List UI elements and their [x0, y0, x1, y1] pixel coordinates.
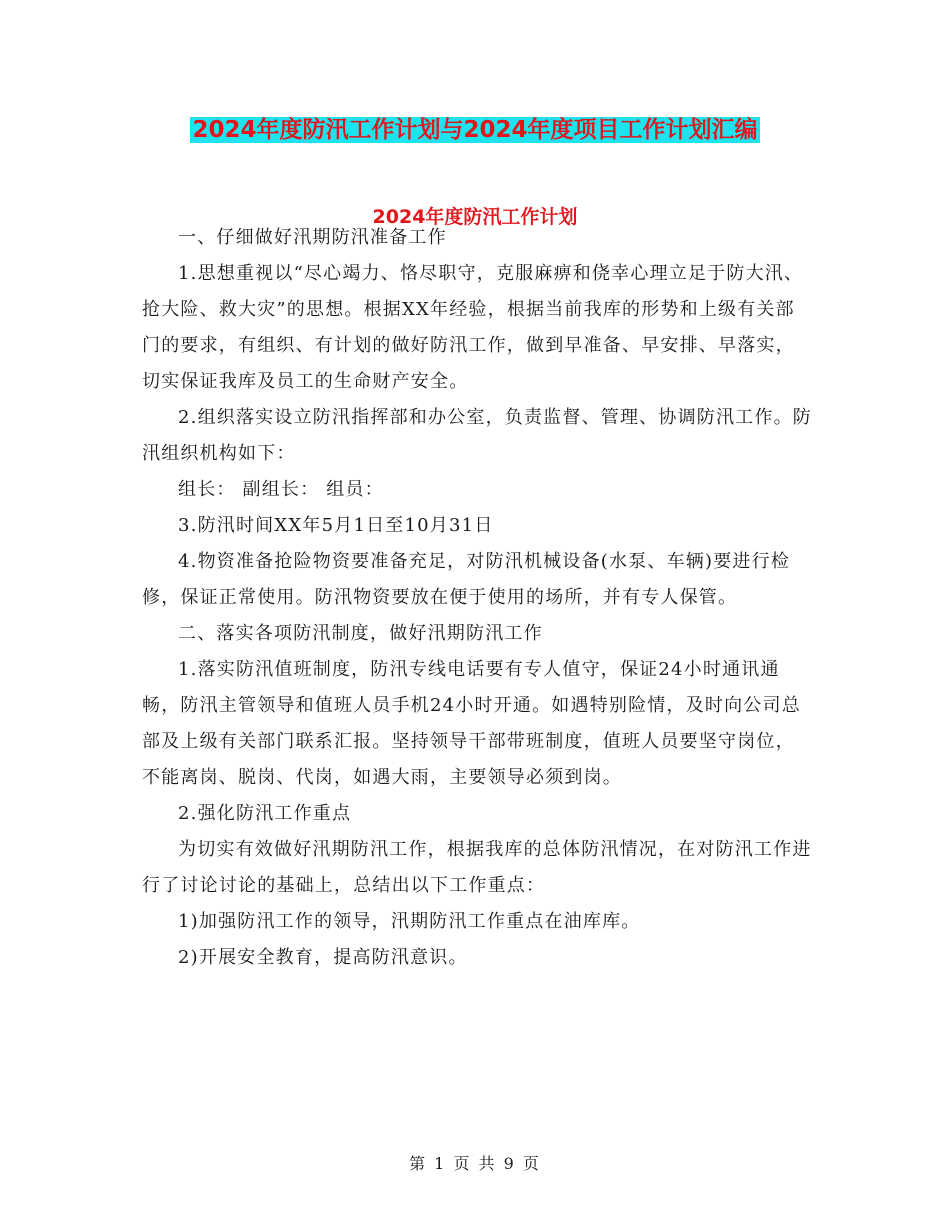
heading-section-1: 一、仔细做好汛期防汛准备工作	[178, 227, 447, 248]
paragraph-period: 3.防汛时间XX年5月1日至10月31日	[178, 515, 494, 536]
paragraph-key-points-intro: 为切实有效做好汛期防汛工作，根据我库的总体防汛情况，在对防汛工作进行了讨论讨论的基础上，总结出以下工作重点：	[142, 839, 812, 896]
paragraph-duty: 1.落实防汛值班制度，防汛专线电话要有专人值守，保证24小时通讯通畅，防汛主管领导和值班人员手机24小时开通。如遇特别险情，及时向公司总部及上级有关部门联系汇报。坚持领导干部带班制度，值班人员要坚守岗位，不能离岗、脱岗、代岗，如遇大雨，主要领导必须到岗。	[142, 659, 801, 788]
paragraph-materials: 4.物资准备抢险物资要准备充足，对防汛机械设备(水泵、车辆)要进行检修，保证正常使用。防汛物资要放在便于使用的场所，并有专人保管。	[142, 551, 791, 608]
section-title: 2024年度防汛工作计划	[372, 206, 578, 228]
document-title-text: 2024年度防汛工作计划与2024年度项目工作计划汇编	[192, 117, 758, 143]
page-footer: 第 1 页 共 9 页	[409, 1154, 541, 1173]
paragraph-organization: 2.组织落实设立防汛指挥部和办公室，负责监督、管理、协调防汛工作。防汛组织机构如下：	[142, 407, 812, 464]
paragraph-roles: 组长： 副组长： 组员：	[178, 479, 384, 500]
paragraph-ideology: 1.思想重视以“尽心竭力、恪尽职守，克服麻痹和侥幸心理立足于防大汛、抢大险、救大灾”的思想。根据XX年经验，根据当前我库的形势和上级有关部门的要求，有组织、有计划的做好防汛工作，做到早准备、早安排、早落实，切实保证我库及员工的生命财产安全。	[142, 263, 804, 392]
document-title	[0, 112, 950, 148]
list-item: 1)加强防汛工作的领导，汛期防汛工作重点在油库库。	[178, 911, 641, 932]
paragraph-key-points-heading: 2.强化防汛工作重点	[178, 803, 352, 824]
list-item: 2)开展安全教育，提高防汛意识。	[178, 947, 468, 968]
document-body	[142, 220, 812, 976]
heading-section-2: 二、落实各项防汛制度，做好汛期防汛工作	[178, 623, 543, 644]
